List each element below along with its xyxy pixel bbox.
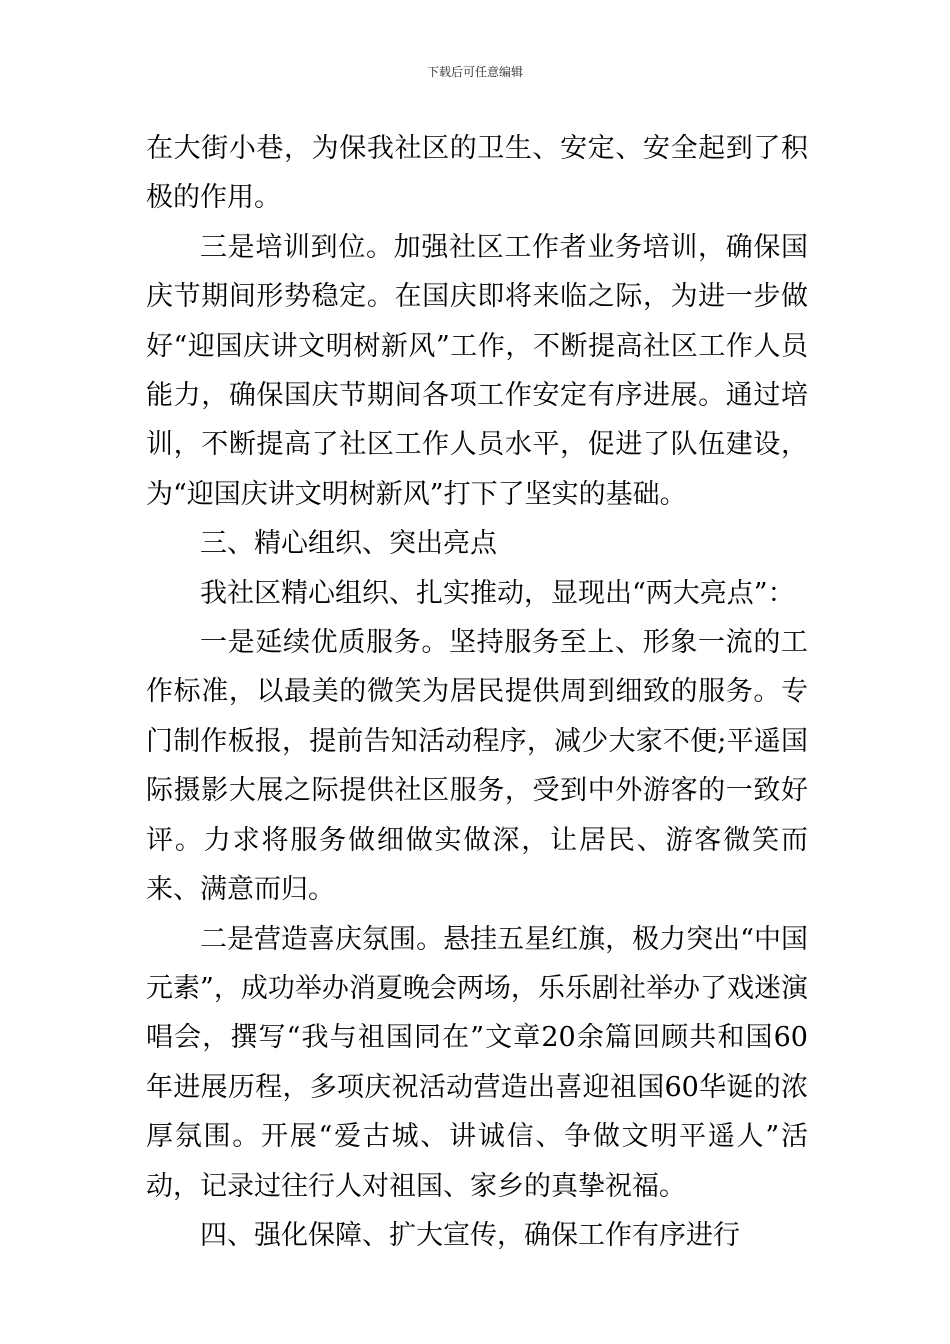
paragraph-highlights-intro: 我社区精心组织、扎实推动，显现出“两大亮点”： (200, 577, 795, 609)
paragraph-atmosphere: 二是营造喜庆氛围。悬挂五星红旗，极力突出“中国元素”，成功举办消夏晚会两场，乐乐剧社举办了戏迷演唱会，撰写“我与祖国同在”文章20余篇回顾共和国60年进展历程，多项庆祝活动营造出喜迎祖国60华诞的浓厚氛围。开展“爱古城、讲诚信、争做文明平遥人”活动，记录过往行人对祖国、家乡的真挚祝福。 (146, 923, 808, 1202)
section-heading-three: 三、精心组织、突出亮点 (200, 528, 497, 560)
paragraph-continuation: 在大街小巷，为保我社区的卫生、安定、安全起到了积极的作用。 (146, 133, 808, 214)
paragraph-service: 一是延续优质服务。坚持服务至上、形象一流的工作标准，以最美的微笑为居民提供周到细致的服务。专门制作板报，提前告知活动程序，减少大家不便;平遥国际摄影大展之际提供社区服务，受到中外游客的一致好评。力求将服务做细做实做深，让居民、游客微笑而来、满意而归。 (146, 627, 808, 906)
page-header: 下载后可任意编辑 (426, 65, 523, 79)
section-heading-four: 四、强化保障、扩大宣传，确保工作有序进行 (200, 1219, 740, 1251)
paragraph-training: 三是培训到位。加强社区工作者业务培训，确保国庆节期间形势稳定。在国庆即将来临之际，为进一步做好“迎国庆讲文明树新风”工作，不断提高社区工作人员能力，确保国庆节期间各项工作安定有序进展。通过培训，不断提高了社区工作人员水平，促进了队伍建设，为“迎国庆讲文明树新风”打下了坚实的基础。 (146, 231, 808, 510)
document-body (146, 124, 808, 1260)
